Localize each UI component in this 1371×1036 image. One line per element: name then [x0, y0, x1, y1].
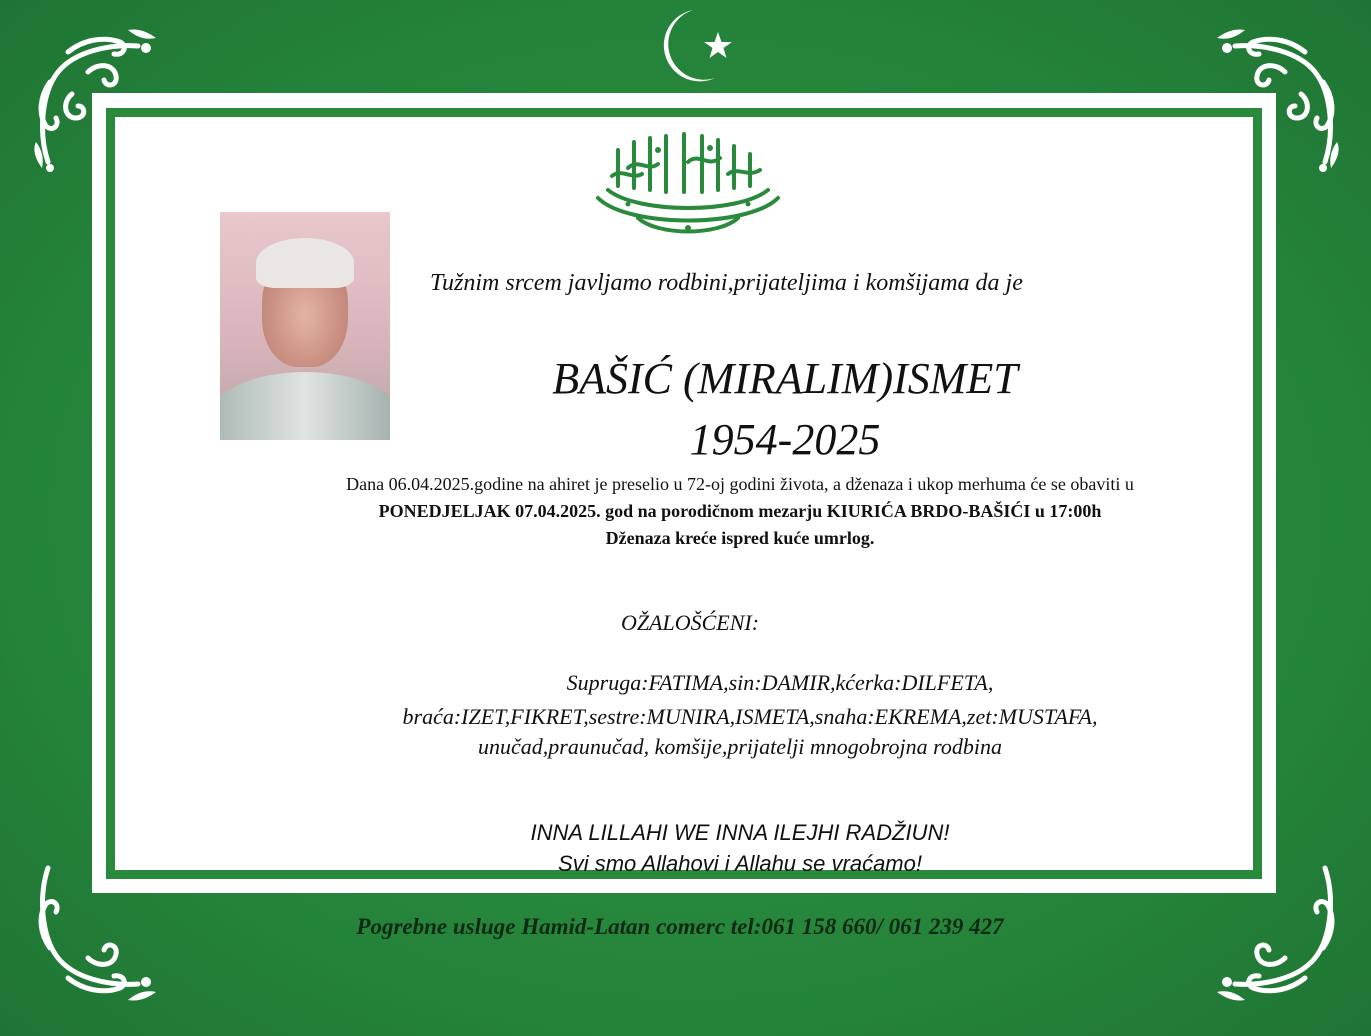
prayer-line-2: Svi smo Allahovi i Allahu se vraćamo!	[558, 851, 922, 876]
family-line-1: Supruga:FATIMA,sin:DAMIR,kćerka:DILFETA,	[566, 670, 994, 695]
mourners-heading: OŽALOŠĆENI:	[620, 610, 760, 635]
funeral-info-line-3: Dženaza kreće ispred kuće umrlog.	[605, 528, 875, 548]
prayer-line-1: INNA LILLAHI WE INNA ILEJHI RADŽIUN!	[530, 820, 950, 845]
family-line-2: braća:IZET,FIKRET,sestre:MUNIRA,ISMETA,snaha:EKREMA,zet:MUSTAFA,	[402, 704, 1098, 729]
portrait-shirt	[220, 372, 390, 440]
deceased-name: BAŠIĆ (MIRALIM)ISMET	[552, 354, 1018, 403]
intro-text: Tužnim srcem javljamo rodbini,prijateljima i komšijama da je	[430, 270, 1023, 296]
family-line-3: unučad,praunučad, komšije,prijatelji mnogobrojna rodbina	[478, 734, 1002, 759]
crescent-star-icon	[645, 6, 745, 86]
deceased-portrait	[220, 212, 390, 440]
funeral-info-line-1: Dana 06.04.2025.godine na ahiret je preselio u 72-oj godini života, a dženaza i ukop merhuma će se obaviti u	[346, 474, 1134, 494]
funeral-info-line-2: PONEDJELJAK 07.04.2025. god na porodičnom mezarju KIURIĆA BRDO-BAŠIĆI u 17:00h	[378, 501, 1102, 521]
funeral-service-footer: Pogrebne usluge Hamid-Latan comerc tel:061 158 660/ 061 239 427	[356, 914, 1004, 939]
corner-ornament-bottom-right	[1205, 858, 1345, 1008]
corner-ornament-bottom-left	[28, 858, 168, 1008]
life-years: 1954-2025	[689, 415, 881, 464]
bismillah-calligraphy	[588, 128, 788, 243]
